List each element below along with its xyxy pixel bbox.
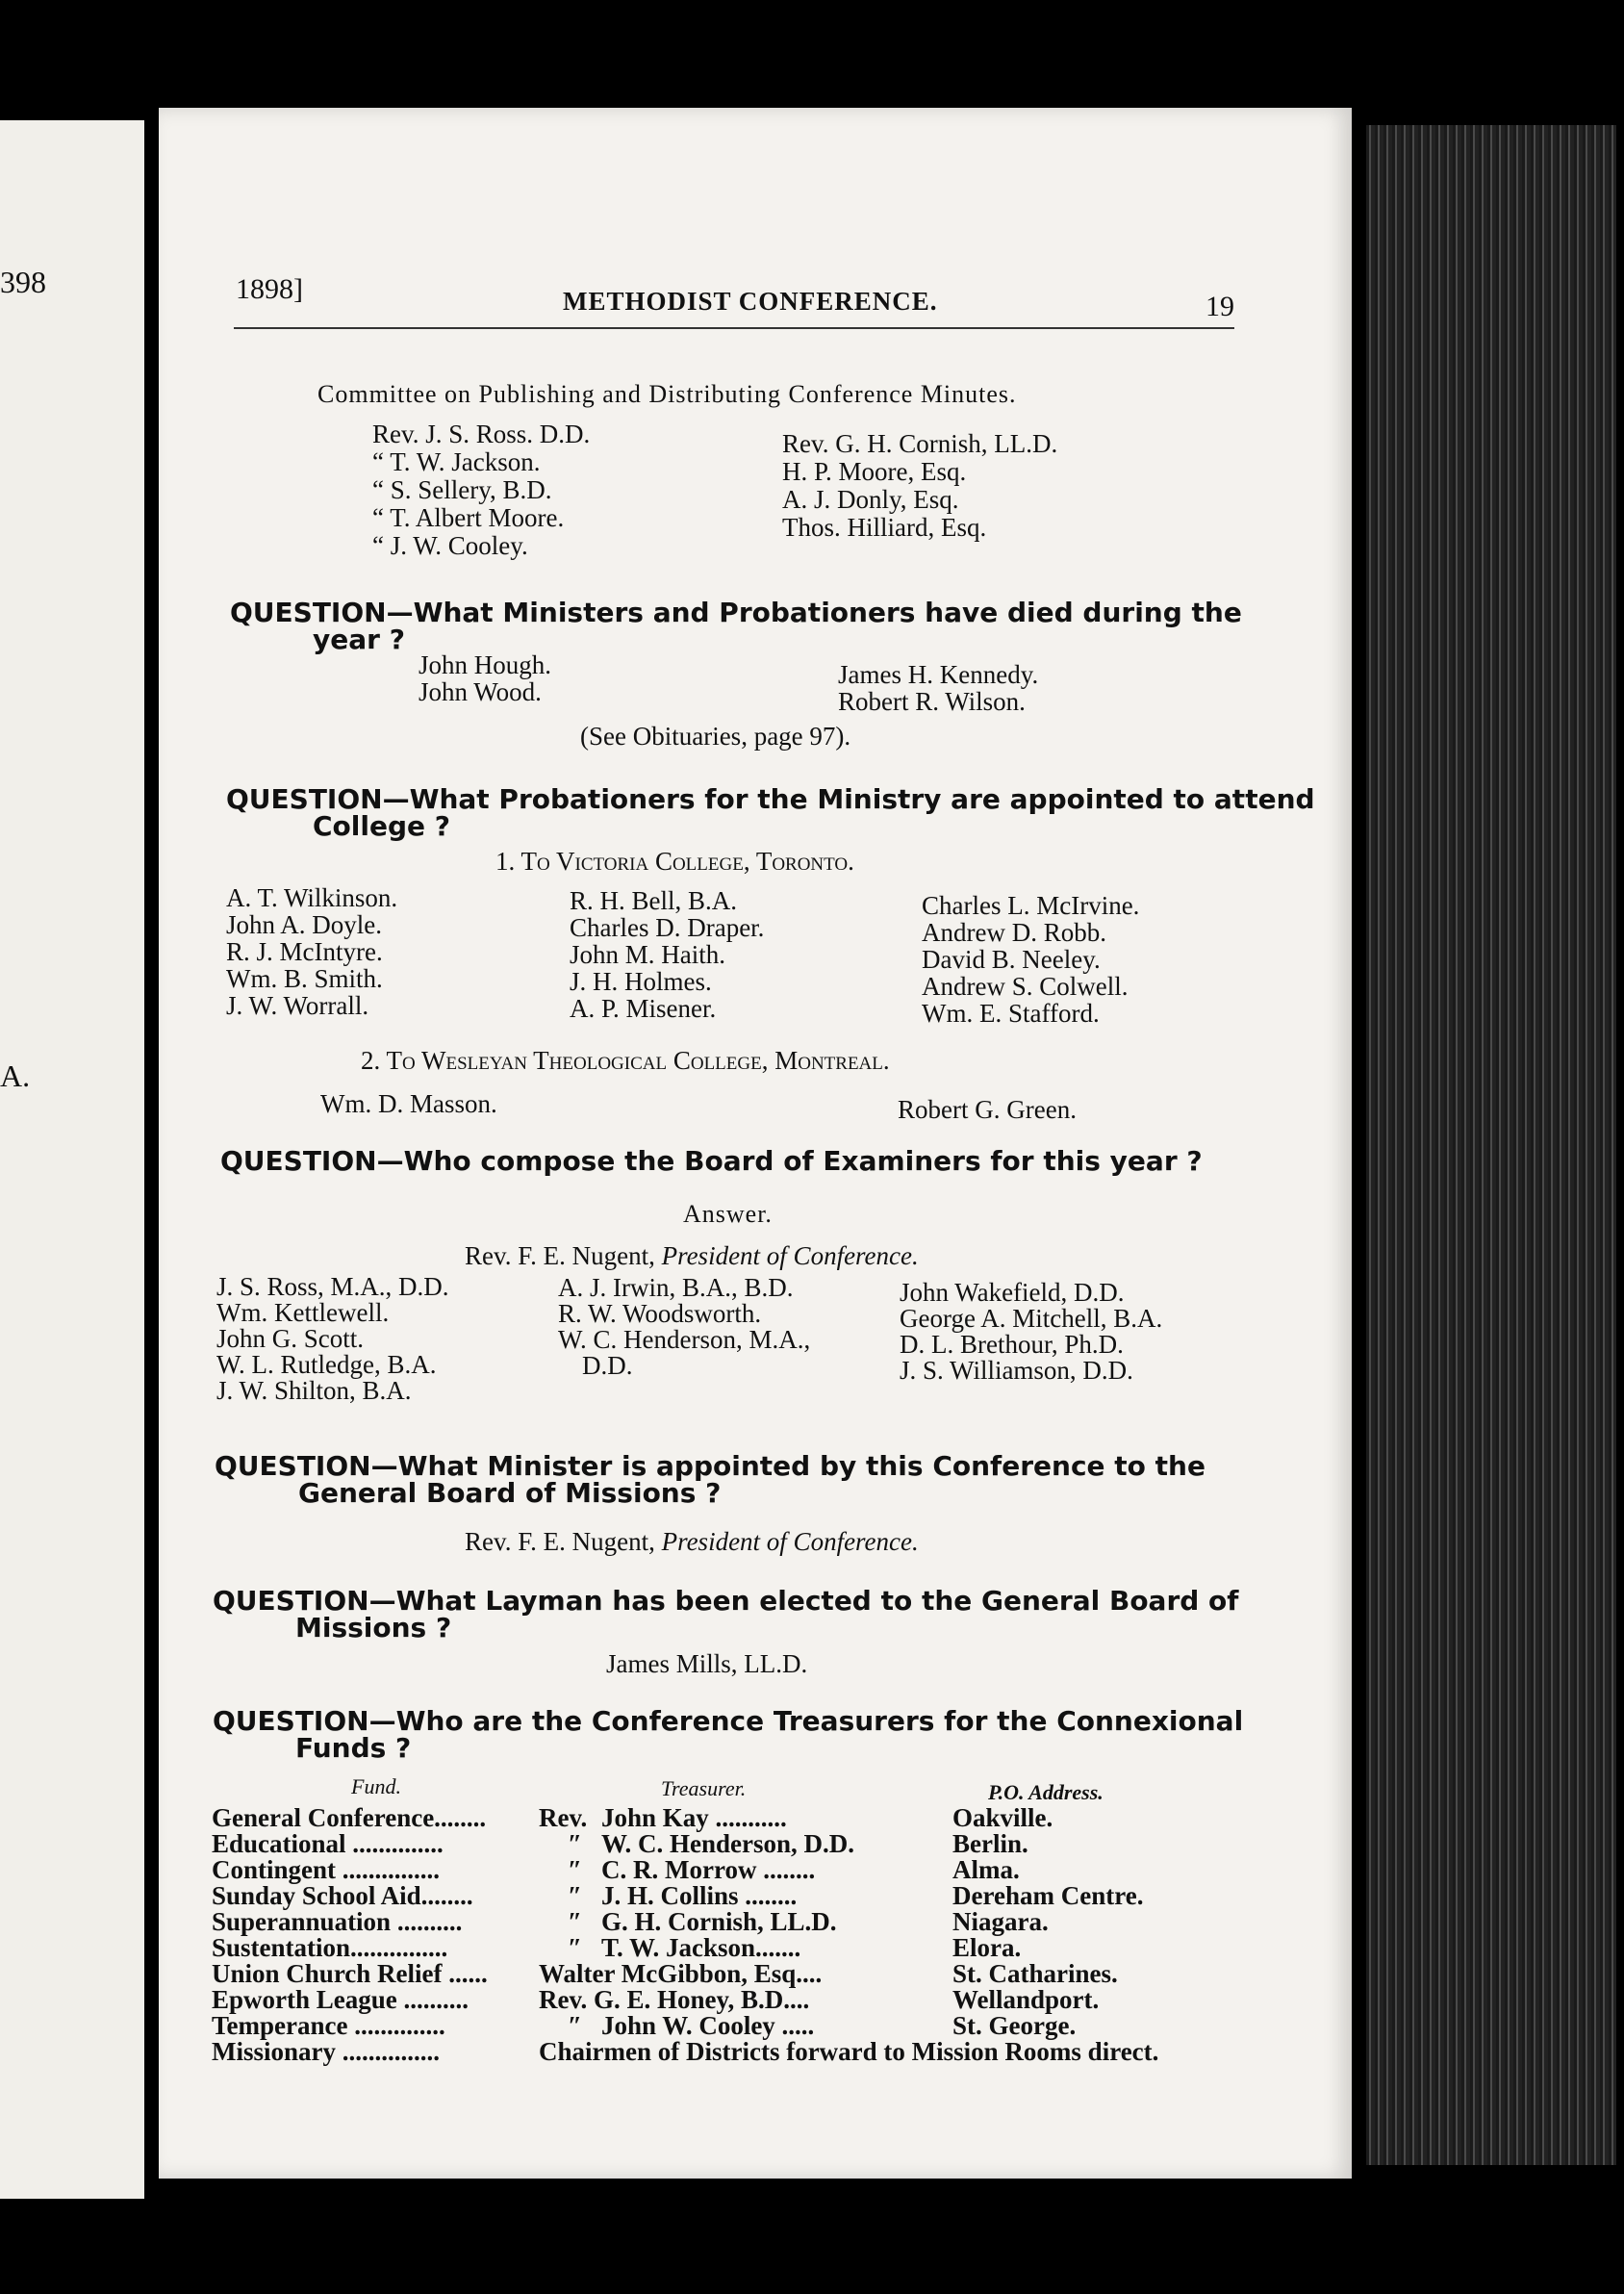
fund-address: St. George. <box>952 2011 1077 2040</box>
fund-treasurer: Chairmen of Districts forward to Mission Rooms direct. <box>539 2037 1159 2066</box>
committee-left-list <box>372 421 590 560</box>
question-1-line1: QUESTION—What Ministers and Probationers have died during the <box>230 597 1242 628</box>
deceased-name: Robert R. Wilson. <box>838 687 1026 716</box>
document-page <box>159 108 1352 2179</box>
fund-address: Berlin. <box>952 1829 1028 1858</box>
probationer-name: A. P. Misener. <box>570 994 717 1023</box>
examiner-name: John Wakefield, D.D. <box>900 1278 1125 1307</box>
fund-prefix: ″ <box>568 1855 582 1884</box>
probationer-name: John A. Doyle. <box>226 910 382 939</box>
examiner-name: D.D. <box>582 1351 633 1380</box>
question-4-line2: General Board of Missions ? <box>298 1477 722 1509</box>
fund-prefix: Rev. <box>539 1803 588 1832</box>
fund-treasurer: J. H. Collins ........ <box>601 1881 798 1910</box>
examiner-name: Wm. Kettlewell. <box>216 1298 390 1327</box>
examiners-col-2 <box>558 1275 810 1379</box>
victoria-college-heading: 1. To Victoria College, Toronto. <box>495 847 854 876</box>
fund-treasurer: Rev. G. E. Honey, B.D.... <box>539 1985 810 2014</box>
fund-treasurer: John W. Cooley ..... <box>601 2011 815 2040</box>
header-title: METHODIST CONFERENCE. <box>563 287 938 316</box>
president-title: President of Conference. <box>661 1241 919 1270</box>
probationer-name: J. W. Worrall. <box>226 991 369 1020</box>
layman-answer: James Mills, LL.D. <box>606 1649 808 1678</box>
examiner-name: W. L. Rutledge, B.A. <box>216 1350 437 1379</box>
wesleyan-college-heading: 2. To Wesleyan Theological College, Montreal. <box>361 1046 890 1075</box>
fund-prefix: ″ <box>568 1933 582 1962</box>
committee-right-list <box>782 430 1057 542</box>
probationer-name: R. J. McIntyre. <box>226 937 383 966</box>
treasurer-column-header: Treasurer. <box>661 1776 747 1800</box>
committee-member: A. J. Donly, Esq. <box>782 485 959 514</box>
probationer-name: Wm. B. Smith. <box>226 964 383 993</box>
address-column-header: P.O. Address. <box>988 1780 1104 1804</box>
question-5-line2: Missions ? <box>295 1612 452 1644</box>
deceased-name: James H. Kennedy. <box>838 660 1039 689</box>
committee-member: Thos. Hilliard, Esq. <box>782 513 987 542</box>
fund-name: Contingent ............... <box>212 1855 441 1884</box>
probationer-name: Andrew D. Robb. <box>922 918 1106 947</box>
fund-name: Educational .............. <box>212 1829 444 1858</box>
committee-member: “ J. W. Cooley. <box>372 531 528 560</box>
fund-treasurer: C. R. Morrow ........ <box>601 1855 816 1884</box>
question-6-line2: Funds ? <box>295 1732 412 1764</box>
examiner-name: D. L. Brethour, Ph.D. <box>900 1330 1124 1359</box>
obituaries-note: (See Obituaries, page 97). <box>580 722 851 751</box>
q1-right-list <box>838 661 1038 715</box>
probationer-name: Wm. E. Stafford. <box>922 999 1100 1028</box>
deceased-name: John Wood. <box>419 677 542 706</box>
fund-treasurer: G. H. Cornish, LL.D. <box>601 1907 837 1936</box>
fund-prefix: ″ <box>568 2011 582 2040</box>
fund-address: Niagara. <box>952 1907 1049 1936</box>
examiner-name: J. S. Williamson, D.D. <box>900 1356 1133 1385</box>
question-6-line1: QUESTION—Who are the Conference Treasurers for the Connexional <box>213 1705 1244 1737</box>
fund-address: Elora. <box>952 1933 1022 1962</box>
committee-member: Rev. J. S. Ross. D.D. <box>372 420 591 448</box>
examiner-name: R. W. Woodsworth. <box>558 1299 762 1328</box>
question-2-line1: QUESTION—What Probationers for the Ministry are appointed to attend <box>226 783 1315 815</box>
fund-name: General Conference........ <box>212 1803 487 1832</box>
header-rule <box>234 327 1234 329</box>
fund-address: Oakville. <box>952 1803 1053 1832</box>
fund-address: Alma. <box>952 1855 1020 1884</box>
book-page-edges <box>1366 125 1616 2165</box>
fund-prefix: ″ <box>568 1829 582 1858</box>
committee-member: “ T. Albert Moore. <box>372 503 565 532</box>
examiner-name: W. C. Henderson, M.A., <box>558 1325 811 1354</box>
wesleyan-name-left: Wm. D. Masson. <box>320 1089 497 1118</box>
fund-column-header: Fund. <box>351 1774 401 1798</box>
fund-name: Sustentation............... <box>212 1933 448 1962</box>
question-3-line1: QUESTION—Who compose the Board of Examiners for this year ? <box>220 1145 1203 1177</box>
probationer-name: Andrew S. Colwell. <box>922 972 1129 1001</box>
probationer-name: A. T. Wilkinson. <box>226 883 398 912</box>
examiners-col-3 <box>900 1280 1162 1384</box>
probationer-name: R. H. Bell, B.A. <box>570 886 738 915</box>
fund-treasurer: Walter McGibbon, Esq.... <box>539 1959 823 1988</box>
probationer-name: David B. Neeley. <box>922 945 1101 974</box>
question-1-line2: year ? <box>313 624 405 655</box>
examiners-col-1 <box>216 1274 449 1404</box>
victoria-col-2 <box>570 887 764 1022</box>
fund-name: Missionary ............... <box>212 2037 441 2066</box>
probationer-name: Charles L. McIrvine. <box>922 891 1140 920</box>
fund-name: Sunday School Aid........ <box>212 1881 473 1910</box>
examiner-name: J. S. Ross, M.A., D.D. <box>216 1272 449 1301</box>
committee-title: Committee on Publishing and Distributing Conference Minutes. <box>317 380 1017 408</box>
board-of-missions-answer <box>465 1527 919 1557</box>
fund-address: Wellandport. <box>952 1985 1100 2014</box>
probationer-name: J. H. Holmes. <box>570 967 712 996</box>
fund-name: Epworth League .......... <box>212 1985 469 2014</box>
fund-address: St. Catharines. <box>952 1959 1118 1988</box>
committee-member: “ T. W. Jackson. <box>372 447 541 476</box>
question-4-line1: QUESTION—What Minister is appointed by this Conference to the <box>215 1450 1205 1482</box>
fund-prefix: ″ <box>568 1881 582 1910</box>
fund-treasurer: T. W. Jackson....... <box>601 1933 801 1962</box>
fund-name: Superannuation .......... <box>212 1907 463 1936</box>
fund-name: Temperance .............. <box>212 2011 445 2040</box>
left-page-number: 398 <box>0 265 46 299</box>
examiner-name: George A. Mitchell, B.A. <box>900 1304 1163 1333</box>
victoria-col-3 <box>922 892 1139 1027</box>
committee-member: “ S. Sellery, B.D. <box>372 475 552 504</box>
fund-address: Dereham Centre. <box>952 1881 1144 1910</box>
fund-treasurer: John Kay ........... <box>601 1803 787 1832</box>
committee-member: Rev. G. H. Cornish, LL.D. <box>782 429 1058 458</box>
board-president <box>465 1241 919 1271</box>
fund-prefix: ″ <box>568 1907 582 1936</box>
committee-member: H. P. Moore, Esq. <box>782 457 967 486</box>
probationer-name: John M. Haith. <box>570 940 725 969</box>
answer-label: Answer. <box>683 1200 773 1228</box>
q1-left-list <box>419 651 551 705</box>
president-name: Rev. F. E. Nugent, <box>465 1241 655 1270</box>
fund-name: Union Church Relief ...... <box>212 1959 488 1988</box>
question-2-line2: College ? <box>313 810 450 842</box>
page-number: 19 <box>1205 291 1234 322</box>
fund-treasurer: W. C. Henderson, D.D. <box>601 1829 855 1858</box>
examiner-name: John G. Scott. <box>216 1324 365 1353</box>
answer-title: President of Conference. <box>661 1527 919 1556</box>
deceased-name: John Hough. <box>419 650 552 679</box>
probationer-name: Charles D. Draper. <box>570 913 765 942</box>
left-page-text: A. <box>0 1058 31 1093</box>
left-page-fragment <box>0 120 144 2199</box>
examiner-name: A. J. Irwin, B.A., B.D. <box>558 1273 794 1302</box>
examiner-name: J. W. Shilton, B.A. <box>216 1376 412 1405</box>
answer-name: Rev. F. E. Nugent, <box>465 1527 655 1556</box>
header-year: 1898] <box>236 273 303 305</box>
wesleyan-name-right: Robert G. Green. <box>898 1095 1077 1124</box>
question-5-line1: QUESTION—What Layman has been elected to the General Board of <box>213 1585 1239 1617</box>
victoria-col-1 <box>226 884 397 1019</box>
